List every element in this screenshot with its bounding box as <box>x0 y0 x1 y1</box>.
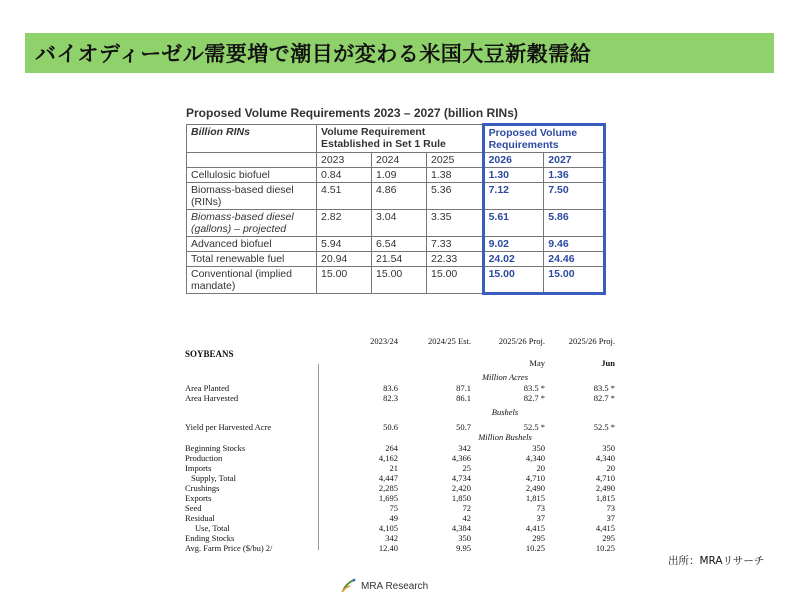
rin-cell: 7.12 <box>483 183 544 210</box>
soy-cell: 87.1 <box>456 383 471 393</box>
rin-cell: 9.46 <box>544 237 605 252</box>
soy-cell: 1,695 <box>378 493 398 503</box>
soy-cell: 75 <box>389 503 398 513</box>
rin-row-label: Cellulosic biofuel <box>187 168 317 183</box>
soy-cell: 4,105 <box>378 523 398 533</box>
rin-row-label: Biomass-based diesel (gallons) – projected <box>187 210 317 237</box>
rin-row <box>187 252 605 267</box>
rin-year-2026: 2026 <box>483 153 544 168</box>
soy-title: SOYBEANS <box>185 349 234 359</box>
rin-cell: 7.50 <box>544 183 605 210</box>
rin-cell: 21.54 <box>372 252 427 267</box>
soy-cell: 350 <box>532 443 545 453</box>
soy-row-label: Imports <box>185 463 212 473</box>
soy-row <box>185 503 625 513</box>
soy-cell: 4,415 <box>595 523 615 533</box>
rin-cell: 15.00 <box>317 267 372 294</box>
soy-cell: 20 <box>536 463 545 473</box>
rin-cell: 4.86 <box>372 183 427 210</box>
soy-cell: 1,815 <box>525 493 545 503</box>
rin-caption: Proposed Volume Requirements 2023 – 2027 (billion RINs) <box>186 106 518 120</box>
footer-brand-text: MRA Research <box>361 580 429 592</box>
rin-row <box>187 267 605 294</box>
rin-cell: 15.00 <box>427 267 484 294</box>
rin-year-2023: 2023 <box>317 153 372 168</box>
soy-section-label: Million Bushels <box>478 432 532 442</box>
soy-cell: 20 <box>606 463 615 473</box>
soy-row <box>185 533 625 543</box>
soy-cell: 83.5 * <box>523 383 545 393</box>
soy-cell: 2,420 <box>451 483 471 493</box>
soy-section-label: Bushels <box>491 407 519 417</box>
soy-cell: 82.7 * <box>593 393 615 403</box>
rin-row <box>187 183 605 210</box>
rin-cell: 5.61 <box>483 210 544 237</box>
soy-cell: 37 <box>606 513 615 523</box>
soy-row <box>185 473 625 483</box>
rin-row-label: Total renewable fuel <box>187 252 317 267</box>
soy-cell: 10.25 <box>595 543 615 553</box>
soy-cell: 2,490 <box>525 483 545 493</box>
soy-row-label: Area Harvested <box>185 393 239 403</box>
soy-row <box>185 543 625 553</box>
rin-year-2027: 2027 <box>544 153 605 168</box>
soy-cell: 4,734 <box>451 473 471 483</box>
soy-cell: 9.95 <box>456 543 471 553</box>
rin-cell: 5.86 <box>544 210 605 237</box>
soy-row-label: Exports <box>185 493 212 503</box>
soy-cell: 73 <box>606 503 615 513</box>
rin-row <box>187 210 605 237</box>
rin-table <box>186 123 606 295</box>
rin-header-units: Billion RINs <box>187 125 317 153</box>
soy-cell: 82.7 * <box>523 393 545 403</box>
soy-subcol-may: May <box>529 358 545 368</box>
rin-cell: 3.04 <box>372 210 427 237</box>
soy-cell: 1,815 <box>595 493 615 503</box>
soy-cell: 350 <box>602 443 615 453</box>
rin-row <box>187 168 605 183</box>
soy-row-label: Residual <box>185 513 215 523</box>
source-note: 出所：MRAリサーチ <box>668 555 765 567</box>
soy-cell: 4,366 <box>451 453 471 463</box>
rin-cell: 1.30 <box>483 168 544 183</box>
soy-row <box>185 493 625 503</box>
soy-cell: 342 <box>458 443 471 453</box>
rin-row-label: Conventional (implied mandate) <box>187 267 317 294</box>
soy-cell: 73 <box>536 503 545 513</box>
soy-cell: 1,850 <box>451 493 471 503</box>
soy-col-header: 2025/26 Proj. <box>568 336 615 346</box>
soy-subcol-jun: Jun <box>601 358 615 368</box>
soy-cell: 4,162 <box>378 453 398 463</box>
rin-header-proposed: Proposed Volume Requirements <box>483 125 604 153</box>
soy-cell: 4,340 <box>595 453 615 463</box>
footer-brand <box>340 578 428 594</box>
rin-cell: 1.09 <box>372 168 427 183</box>
soy-row-label: Beginning Stocks <box>185 443 246 453</box>
soy-row <box>185 513 625 523</box>
soy-cell: 4,710 <box>525 473 545 483</box>
rin-row-label: Advanced biofuel <box>187 237 317 252</box>
rin-cell: 1.36 <box>544 168 605 183</box>
mra-logo-icon <box>340 578 356 594</box>
soy-row <box>185 422 625 432</box>
soy-row-label: Yield per Harvested Acre <box>185 422 272 432</box>
soy-row <box>185 523 625 533</box>
rin-cell: 1.38 <box>427 168 484 183</box>
soy-cell: 50.6 <box>383 422 398 432</box>
soy-cell: 12.40 <box>378 543 398 553</box>
rin-cell: 15.00 <box>483 267 544 294</box>
soy-row <box>185 463 625 473</box>
soy-cell: 82.3 <box>383 393 398 403</box>
soy-cell: 4,447 <box>378 473 398 483</box>
slide-title-bar <box>25 33 774 73</box>
soy-cell: 4,710 <box>595 473 615 483</box>
rin-cell: 9.02 <box>483 237 544 252</box>
rin-cell: 6.54 <box>372 237 427 252</box>
rin-table-image <box>186 106 606 295</box>
soy-row-label: Supply, Total <box>191 473 236 483</box>
soy-cell: 4,415 <box>525 523 545 533</box>
soy-row-label: Seed <box>185 503 202 513</box>
rin-cell: 5.36 <box>427 183 484 210</box>
slide-title: バイオディーゼル需要増で潮目が変わる米国大豆新穀需給 <box>35 42 592 66</box>
rin-cell: 22.33 <box>427 252 484 267</box>
rin-row-label: Biomass-based diesel (RINs) <box>187 183 317 210</box>
soy-cell: 37 <box>536 513 545 523</box>
soy-cell: 25 <box>462 463 471 473</box>
rin-row <box>187 237 605 252</box>
rin-cell: 4.51 <box>317 183 372 210</box>
soy-row <box>185 453 625 463</box>
soy-cell: 72 <box>462 503 471 513</box>
rin-year-2024: 2024 <box>372 153 427 168</box>
rin-cell: 15.00 <box>544 267 605 294</box>
soy-cell: 83.5 * <box>593 383 615 393</box>
soy-cell: 52.5 * <box>523 422 545 432</box>
soy-cell: 86.1 <box>456 393 471 403</box>
soy-cell: 2,490 <box>595 483 615 493</box>
soy-cell: 342 <box>385 533 398 543</box>
soy-cell: 350 <box>458 533 471 543</box>
soy-row <box>185 443 625 453</box>
soy-row-label: Crushings <box>185 483 220 493</box>
rin-header-established: Volume Requirement Established in Set 1 Rule <box>317 125 484 153</box>
soy-col-header: 2023/24 <box>370 336 398 346</box>
rin-cell: 7.33 <box>427 237 484 252</box>
soy-row-label: Area Planted <box>185 383 230 393</box>
soy-cell: 42 <box>462 513 471 523</box>
soy-cell: 295 <box>532 533 545 543</box>
rin-cell: 24.46 <box>544 252 605 267</box>
soy-col-header: 2024/25 Est. <box>428 336 471 346</box>
rin-cell: 0.84 <box>317 168 372 183</box>
rin-cell: 20.94 <box>317 252 372 267</box>
soy-cell: 21 <box>389 463 398 473</box>
soy-cell: 52.5 * <box>593 422 615 432</box>
soy-section-label: Million Acres <box>481 372 529 382</box>
soy-row <box>185 393 625 403</box>
rin-cell: 3.35 <box>427 210 484 237</box>
soy-cell: 295 <box>602 533 615 543</box>
soy-cell: 4,384 <box>451 523 471 533</box>
soy-col-header: 2025/26 Proj. <box>498 336 545 346</box>
soy-cell: 2,285 <box>378 483 398 493</box>
soy-row-label: Avg. Farm Price ($/bu) 2/ <box>185 543 273 553</box>
soy-row <box>185 383 625 393</box>
rin-cell: 2.82 <box>317 210 372 237</box>
rin-cell: 5.94 <box>317 237 372 252</box>
soybeans-table <box>185 336 625 553</box>
rin-year-2025: 2025 <box>427 153 484 168</box>
soy-cell: 10.25 <box>525 543 545 553</box>
soy-cell: 4,340 <box>525 453 545 463</box>
soy-cell: 49 <box>389 513 398 523</box>
soy-cell: 50.7 <box>456 422 471 432</box>
rin-cell: 15.00 <box>372 267 427 294</box>
soy-row <box>185 483 625 493</box>
soy-cell: 264 <box>385 443 398 453</box>
soy-cell: 83.6 <box>383 383 398 393</box>
rin-cell: 24.02 <box>483 252 544 267</box>
soy-row-label: Production <box>185 453 223 463</box>
soy-row-label: Ending Stocks <box>185 533 235 543</box>
rin-year-blank <box>187 153 317 168</box>
soy-row-label: Use, Total <box>195 523 230 533</box>
